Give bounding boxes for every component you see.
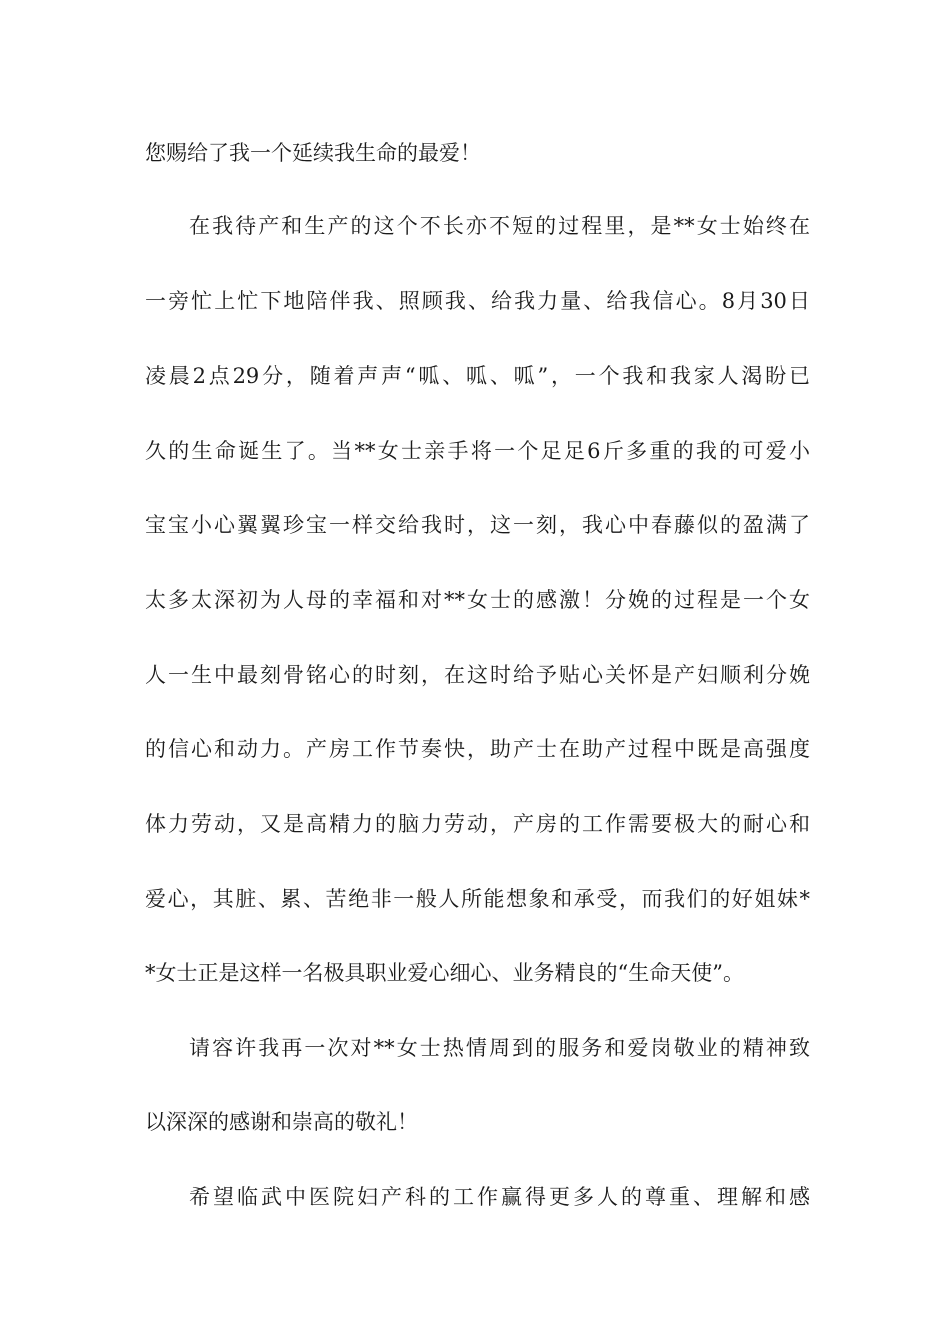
text-line-7: 太多太深初为人母的幸福和对**女士的感激！分娩的过程是一个女 [145, 588, 810, 612]
text-line-5: 久的生命诞生了。当**女士亲手将一个足足6斤多重的我的可爱小 [145, 439, 810, 463]
text-line-10: 体力劳动，又是高精力的脑力劳动，产房的工作需要极大的耐心和 [145, 812, 810, 836]
text-line-12: *女士正是这样一名极具职业爱心细心、业务精良的“生命天使”。 [145, 961, 744, 985]
text-line-9: 的信心和动力。产房工作节奏快，助产士在助产过程中既是高强度 [145, 737, 810, 761]
text-line-4: 凌晨2点29分，随着声声“呱、呱、呱”，一个我和我家人渴盼已 [145, 364, 810, 388]
text-line-8: 人一生中最刻骨铭心的时刻，在这时给予贴心关怀是产妇顺利分娩 [145, 663, 810, 687]
text-line-6: 宝宝小心翼翼珍宝一样交给我时，这一刻，我心中春藤似的盈满了 [145, 513, 810, 537]
text-line-13: 请容许我再一次对**女士热情周到的服务和爱岗敬业的精神致 [189, 1036, 810, 1060]
text-line-2: 在我待产和生产的这个不长亦不短的过程里，是**女士始终在 [189, 214, 810, 238]
text-line-11: 爱心，其脏、累、苦绝非一般人所能想象和承受，而我们的好姐妹* [145, 887, 810, 911]
text-line-14: 以深深的感谢和崇高的敬礼！ [145, 1110, 418, 1134]
text-line-15: 希望临武中医院妇产科的工作赢得更多人的尊重、理解和感 [189, 1185, 810, 1209]
text-line-3: 一旁忙上忙下地陪伴我、照顾我、给我力量、给我信心。8月30日 [145, 289, 810, 313]
text-line-1: 您赐给了我一个延续我生命的最爱！ [145, 141, 481, 165]
